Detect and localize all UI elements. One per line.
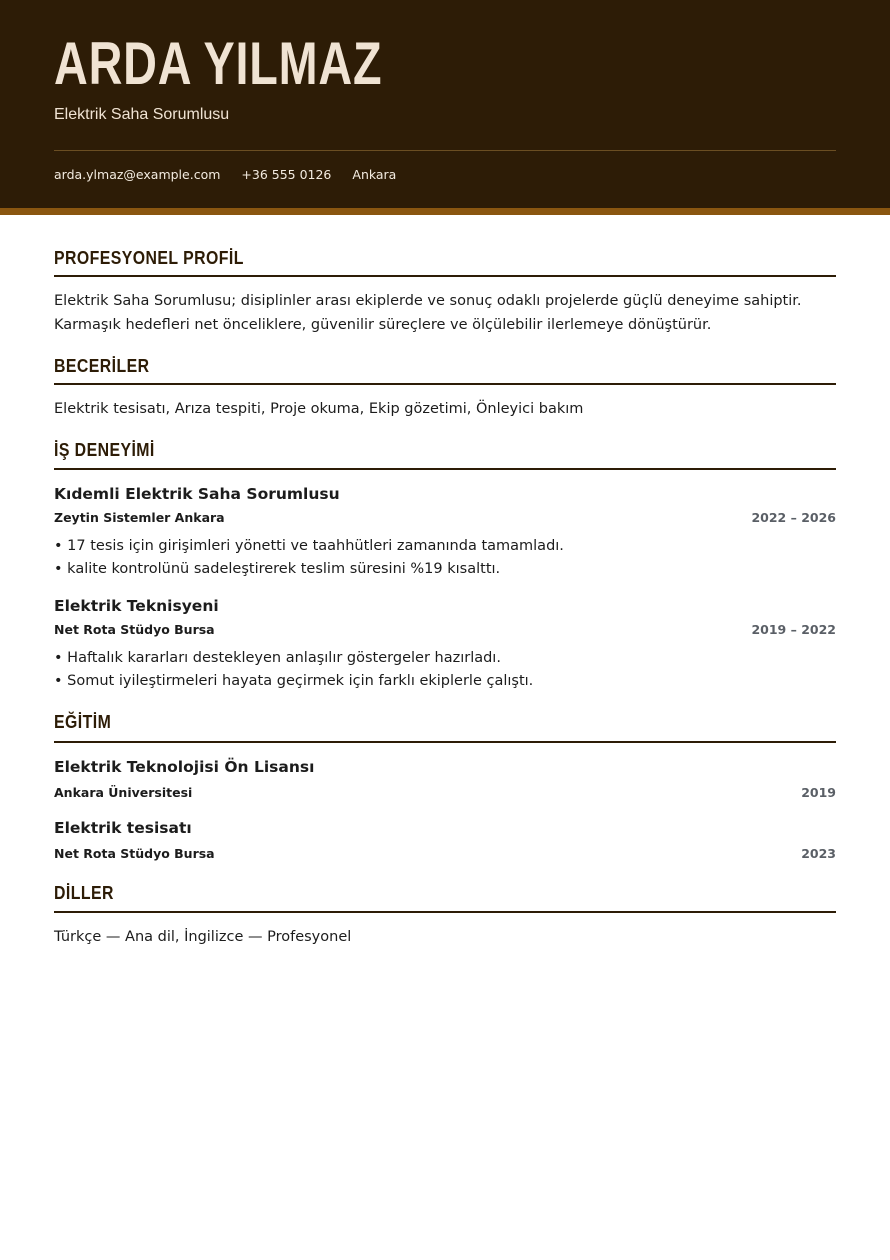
section-title-profile: PROFESYONEL PROFİL	[54, 248, 244, 268]
job-bullet: • kalite kontrolünü sadeleştirerek teslim süresini %19 kısalttı.	[54, 558, 564, 581]
job-bullet: • 17 tesis için girişimleri yönetti ve taahhütleri zamanında tamamladı.	[54, 535, 564, 558]
education-school: Net Rota Stüdyo Bursa	[54, 846, 215, 861]
candidate-role: Elektrik Saha Sorumlusu	[54, 106, 230, 123]
section-divider-experience	[54, 468, 836, 470]
job-dates: 2019 – 2022	[751, 622, 836, 637]
job-title: Kıdemli Elektrik Saha Sorumlusu	[54, 485, 340, 503]
job-title: Elektrik Teknisyeni	[54, 597, 219, 615]
education-degree: Elektrik tesisatı	[54, 819, 192, 837]
languages-list: Türkçe — Ana dil, İngilizce — Profesyonel	[54, 929, 352, 945]
header-divider	[54, 150, 836, 151]
job-employer: Zeytin Sistemler Ankara	[54, 510, 225, 525]
job-bullet: • Haftalık kararları destekleyen anlaşılır göstergeler hazırladı.	[54, 647, 533, 670]
section-divider-education	[54, 741, 836, 743]
section-title-skills: BECERİLER	[54, 356, 150, 376]
education-year: 2019	[801, 785, 836, 800]
section-title-education: EĞİTİM	[54, 712, 112, 732]
contact-city: Ankara	[352, 167, 397, 182]
job-bullet: • Somut iyileştirmeleri hayata geçirmek için farklı ekiplerle çalıştı.	[54, 670, 533, 693]
education-degree: Elektrik Teknolojisi Ön Lisansı	[54, 758, 315, 776]
section-divider-profile	[54, 275, 836, 277]
contact-email: arda.ylmaz@example.com	[54, 167, 221, 182]
profile-summary: Elektrik Saha Sorumlusu; disiplinler arası ekiplerde ve sonuç odaklı projelerde güçlü deneyime sahiptir. Karmaşık hedefleri net önceliklere, güvenilir süreçlere ve ölçülebilir ilerlemeye dönüştürür.	[54, 293, 802, 333]
contact-phone: +36 555 0126	[241, 167, 332, 182]
candidate-name: ARDA YILMAZ	[54, 30, 383, 97]
section-title-experience: İŞ DENEYİMİ	[54, 440, 155, 460]
section-divider-skills	[54, 383, 836, 385]
section-divider-languages	[54, 911, 836, 913]
job-employer: Net Rota Stüdyo Bursa	[54, 622, 215, 637]
job-dates: 2022 – 2026	[751, 510, 836, 525]
skills-list: Elektrik tesisatı, Arıza tespiti, Proje okuma, Ekip gözetimi, Önleyici bakım	[54, 401, 584, 417]
resume-header	[0, 0, 890, 215]
job-bullets	[54, 647, 533, 692]
section-title-languages: DİLLER	[54, 883, 114, 903]
contact-line	[54, 166, 396, 184]
education-school: Ankara Üniversitesi	[54, 785, 193, 800]
education-year: 2023	[801, 846, 836, 861]
job-bullets	[54, 535, 564, 580]
